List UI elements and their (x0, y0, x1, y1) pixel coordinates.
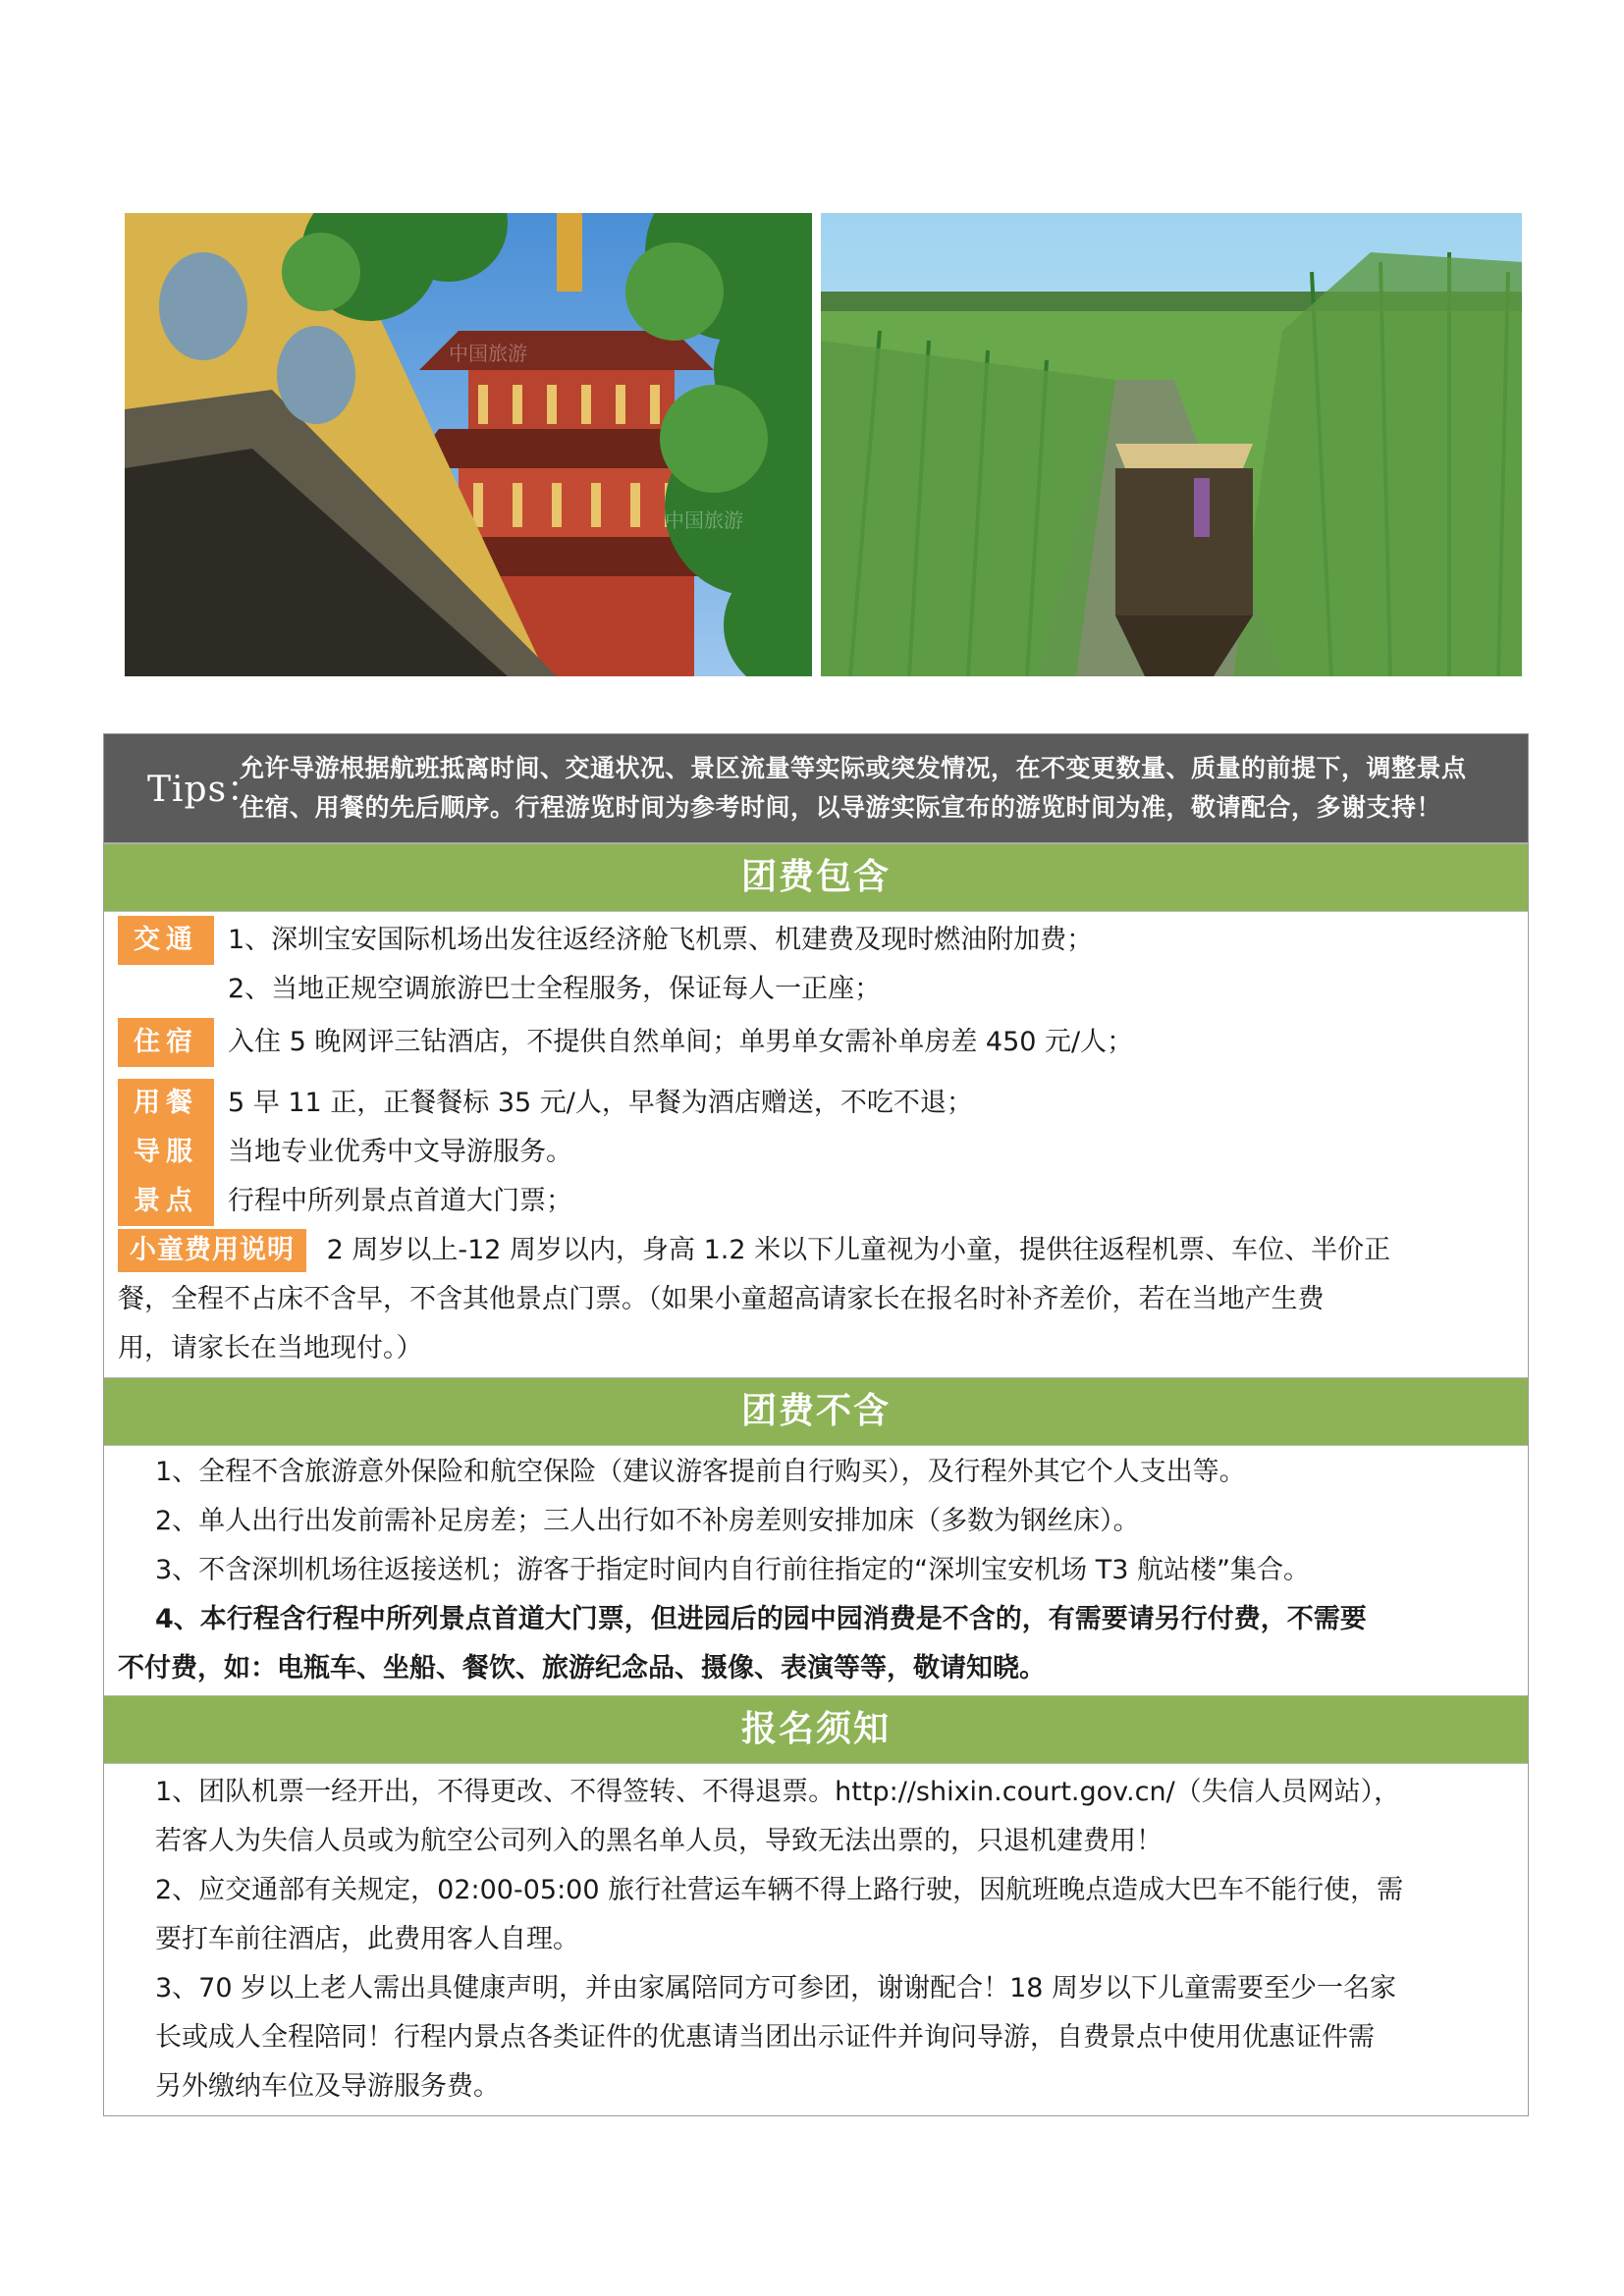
excluded-header: 团费不含 (104, 1377, 1528, 1446)
tips-text (240, 749, 1508, 828)
tips-bar (104, 734, 1528, 843)
excluded-item: 3、不含深圳机场往返接送机；游客于指定时间内自行前往指定的“深圳宝安机场 T3 航站楼”集合。 (155, 1555, 1310, 1585)
signup-item: 若客人为失信人员或为航空公司列入的黑名单人员，导致无法出票的，只退机建费用！ (155, 1826, 1163, 1856)
signup-item: 另外缴纳车位及导游服务费。 (155, 2071, 500, 2102)
meals-row (118, 1079, 1510, 1128)
signup-item: 2、应交通部有关规定，02:00-05:00 旅行社营运车辆不得上路行驶，因航班晚点造成大巴车不能行使，需 (155, 1875, 1404, 1905)
excluded-item: 2、单人出行出发前需补足房差；三人出行如不补房差则安排加床（多数为钢丝床）。 (155, 1506, 1140, 1536)
child-fee-tag: 小童费用说明 (118, 1229, 306, 1272)
excluded-body (104, 1446, 1528, 1695)
meals-tag: 用餐 (118, 1079, 214, 1128)
sights-text: 行程中所列景点首道大门票； (228, 1186, 572, 1216)
signup-body (104, 1764, 1528, 2115)
included-body (104, 912, 1528, 1377)
info-panel (103, 733, 1529, 2116)
child-fee-line: 2 周岁以上-12 周岁以内，身高 1.2 米以下儿童视为小童，提供往返程机票、车位、半价正 (326, 1235, 1391, 1265)
lodging-text: 入住 5 晚网评三钻酒店，不提供自然单间；单男单女需补单房差 450 元/人； (228, 1027, 1134, 1057)
child-fee-line: 餐，全程不占床不含早，不含其他景点门票。（如果小童超高请家长在报名时补齐差价，若在当地产生费 (118, 1284, 1325, 1314)
reed-canal-photo (821, 213, 1522, 676)
guide-row (118, 1128, 1510, 1177)
transport-tag: 交通 (118, 916, 214, 965)
sights-row (118, 1177, 1510, 1226)
transport-line: 2、当地正规空调旅游巴士全程服务，保证每人一正座； (228, 974, 882, 1004)
sights-tag: 景点 (118, 1177, 214, 1226)
tips-line: 住宿、用餐的先后顺序。行程游览时间为参考时间，以导游实际宣布的游览时间为准，敬请配合，多谢支持！ (240, 793, 1442, 822)
signup-item: 3、70 岁以上老人需出具健康声明，并由家属陪同方可参团，谢谢配合！18 周岁以下儿童需要至少一名家 (155, 1973, 1397, 2003)
signup-item: 1、团队机票一经开出，不得更改、不得签转、不得退票。http://shixin.court.gov.cn/（失信人员网站）， (155, 1777, 1401, 1807)
tips-label: Tips： (147, 770, 264, 810)
pagoda-photo (125, 213, 812, 676)
signup-item: 长或成人全程陪同！行程内景点各类证件的优惠请当团出示证件并询问导游，自费景点中使用优惠证件需 (155, 2022, 1375, 2053)
signup-header: 报名须知 (104, 1695, 1528, 1764)
excluded-item: 不付费，如：电瓶车、坐船、餐饮、旅游纪念品、摄像、表演等等，敬请知晓。 (118, 1653, 1046, 1683)
tips-line: 允许导游根据航班抵离时间、交通状况、景区流量等实际或突发情况，在不变更数量、质量的前提下，调整景点 (240, 754, 1467, 782)
transport-line: 1、深圳宝安国际机场出发往返经济舱飞机票、机建费及现时燃油附加费； (228, 925, 1094, 955)
lodging-row (118, 1018, 1510, 1067)
watermark-2: 中国旅游 (665, 508, 743, 532)
meals-text: 5 早 11 正，正餐餐标 35 元/人，早餐为酒店赠送，不吃不退； (228, 1088, 973, 1118)
included-header: 团费包含 (104, 843, 1528, 912)
excluded-item: 4、本行程含行程中所列景点首道大门票，但进园后的园中园消费是不含的，有需要请另行付费，不需要 (155, 1604, 1367, 1634)
guide-tag: 导服 (118, 1128, 214, 1177)
guide-text: 当地专业优秀中文导游服务。 (228, 1137, 572, 1167)
child-fee-line: 用，请家长在当地现付。） (118, 1333, 423, 1363)
excluded-item: 1、全程不含旅游意外保险和航空保险（建议游客提前自行购买），及行程外其它个人支出等。 (155, 1457, 1246, 1487)
signup-item: 要打车前往酒店，此费用客人自理。 (155, 1924, 579, 1954)
lodging-tag: 住宿 (118, 1018, 214, 1067)
watermark-1: 中国旅游 (449, 342, 527, 365)
child-fee-block (118, 1226, 1510, 1373)
transport-row (118, 916, 1510, 1014)
